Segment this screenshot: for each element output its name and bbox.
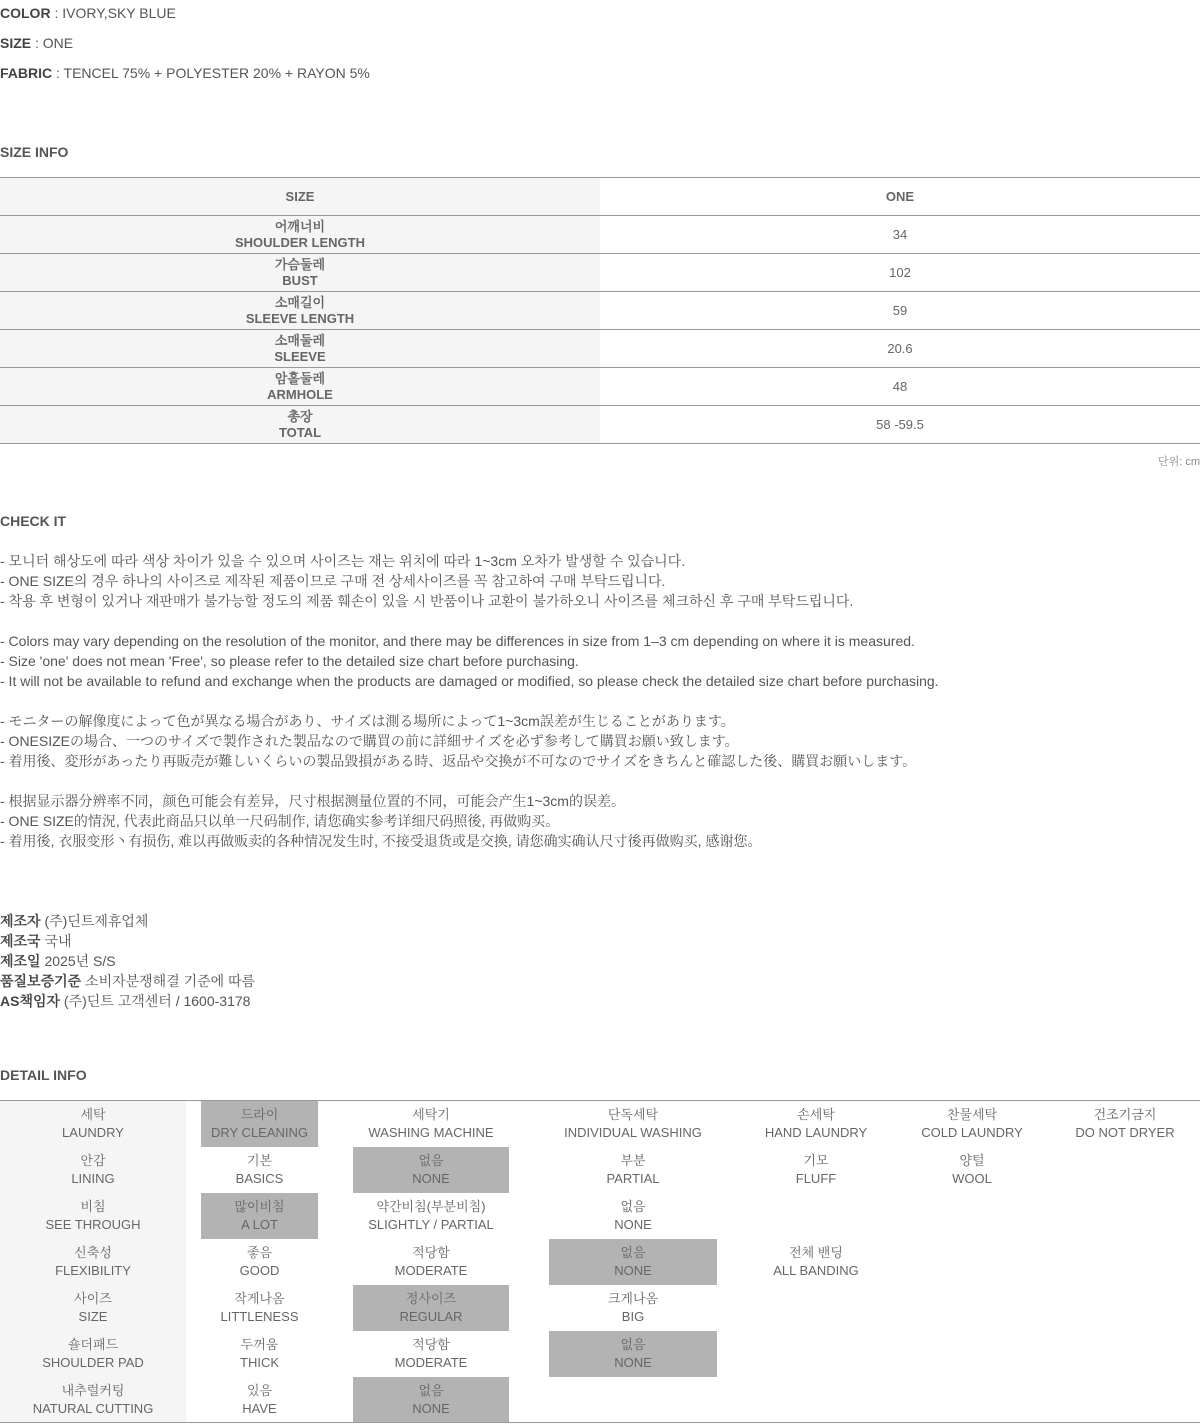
- maker-value: 국내: [40, 933, 72, 949]
- detail-option: [201, 1285, 318, 1331]
- detail-row-label-ko: 세탁: [80, 1107, 106, 1122]
- detail-row-label: [0, 1101, 186, 1147]
- detail-row-label-en: NATURAL CUTTING: [32, 1401, 154, 1416]
- size-table: [0, 177, 1200, 444]
- size-row: [0, 406, 1200, 444]
- size-row: [0, 292, 1200, 330]
- detail-row-label-en: LAUNDRY: [62, 1125, 124, 1140]
- detail-option-en: GOOD: [239, 1263, 280, 1278]
- size-row-label: [0, 406, 600, 443]
- detail-option-en: PARTIAL: [606, 1171, 660, 1186]
- detail-option-selected: [353, 1377, 509, 1423]
- maker-manufacturer: [0, 913, 148, 929]
- detail-option-ko: 정사이즈: [405, 1291, 457, 1306]
- detail-row-label: [0, 1377, 186, 1423]
- detail-row-label-en: SHOULDER PAD: [42, 1355, 144, 1370]
- size-row-label-ko: 소매둘레: [274, 332, 326, 348]
- maker-label: 제조자: [0, 913, 41, 929]
- detail-option: [743, 1239, 889, 1285]
- detail-option-en: NONE: [614, 1355, 652, 1370]
- detail-row-label-ko: 내추럴커팅: [61, 1383, 125, 1398]
- size-header-label: SIZE: [0, 178, 600, 215]
- detail-info-title: DETAIL INFO: [0, 1067, 87, 1083]
- size-row-label-en: SHOULDER LENGTH: [235, 234, 365, 250]
- maker-label: 품질보증기준: [0, 973, 82, 989]
- detail-row-label: [0, 1331, 186, 1377]
- detail-option-ko: 좋음: [246, 1245, 273, 1260]
- detail-option-ko: 손세탁: [797, 1107, 835, 1122]
- size-row-label-en: BUST: [282, 272, 318, 288]
- detail-option: [201, 1377, 318, 1423]
- size-line: [0, 35, 73, 51]
- size-row-label: [0, 368, 600, 405]
- detail-option: [903, 1101, 1041, 1147]
- detail-option-ko: 전체 밴딩: [789, 1245, 843, 1260]
- maker-value: (주)딘트제휴업체: [40, 913, 149, 929]
- detail-row: [0, 1377, 1200, 1423]
- detail-option-en: BASICS: [235, 1171, 284, 1186]
- check-it-title: CHECK IT: [0, 513, 67, 529]
- detail-option-en: FLUFF: [795, 1171, 837, 1186]
- check-line-en: - Colors may vary depending on the resolution of the monitor, and there may be differences in size from 1–3 cm depending on where it is measured.: [0, 633, 915, 649]
- size-row-label: [0, 330, 600, 367]
- detail-option-ko: 단독세탁: [607, 1107, 659, 1122]
- detail-option-ko: 양털: [959, 1153, 985, 1168]
- detail-option-en: NONE: [412, 1171, 450, 1186]
- size-row-value: 58 -59.5: [876, 417, 924, 432]
- detail-option-ko: 드라이: [240, 1107, 279, 1122]
- detail-option-en: A LOT: [241, 1217, 278, 1232]
- detail-option: [549, 1285, 717, 1331]
- detail-option-en: HAVE: [242, 1401, 277, 1416]
- detail-row-label-ko: 신축성: [74, 1245, 112, 1260]
- size-row-value: 20.6: [887, 341, 913, 356]
- detail-option: [353, 1331, 509, 1377]
- detail-row-label-ko: 비침: [80, 1199, 106, 1214]
- check-line-ko: - ONE SIZE의 경우 하나의 사이즈로 제작된 제품이므로 구매 전 상세사이즈를 꼭 참고하여 구매 부탁드립니다.: [0, 573, 666, 589]
- detail-option-selected: [201, 1101, 318, 1147]
- check-line-en: - Size 'one' does not mean 'Free', so please refer to the detailed size chart before purchasing.: [0, 653, 579, 669]
- size-table-header: [0, 178, 1200, 216]
- detail-table: [0, 1100, 1200, 1423]
- size-row: [0, 216, 1200, 254]
- detail-option-en: REGULAR: [399, 1309, 463, 1324]
- detail-option-en: NONE: [412, 1401, 450, 1416]
- detail-row-label: [0, 1239, 186, 1285]
- size-row: [0, 254, 1200, 292]
- size-row: [0, 368, 1200, 406]
- detail-option-ko: 크게나옴: [607, 1291, 659, 1306]
- maker-label: AS책임자: [0, 993, 61, 1009]
- unit-note: 단위: cm: [1157, 456, 1200, 468]
- detail-option-selected: [549, 1331, 717, 1377]
- maker-as: [0, 993, 250, 1009]
- detail-option: [549, 1101, 717, 1147]
- detail-option: [743, 1101, 889, 1147]
- size-row-value: 34: [892, 227, 908, 242]
- size-row-label: [0, 216, 600, 253]
- size-row-label: [0, 254, 600, 291]
- detail-option-selected: [353, 1147, 509, 1193]
- size-row-value: 48: [892, 379, 908, 394]
- maker-value: 소비자분쟁해결 기준에 따름: [81, 973, 256, 989]
- color-value: : IVORY,SKY BLUE: [50, 5, 176, 21]
- detail-option-selected: [201, 1193, 318, 1239]
- maker-label: 제조국: [0, 933, 41, 949]
- detail-option-en: BIG: [621, 1309, 645, 1324]
- detail-option-ko: 건조기금지: [1093, 1107, 1157, 1122]
- detail-row-label-en: SIZE: [78, 1309, 108, 1324]
- detail-option-ko: 없음: [620, 1199, 646, 1214]
- size-row-label-en: SLEEVE: [274, 348, 326, 364]
- size-row-label-ko: 가슴둘레: [274, 256, 326, 272]
- detail-option: [201, 1147, 318, 1193]
- detail-option-en: COLD LAUNDRY: [921, 1125, 1023, 1140]
- detail-option: [743, 1147, 889, 1193]
- size-label: SIZE: [0, 35, 32, 51]
- detail-option: [201, 1331, 318, 1377]
- detail-option-en: WOOL: [952, 1171, 992, 1186]
- detail-option-ko: 없음: [418, 1383, 444, 1398]
- check-line-ja: - ONESIZEの場合、一つのサイズで製作された製品なので購買の前に詳細サイズを必ず参考して購買お願い致します。: [0, 733, 739, 749]
- detail-option-selected: [549, 1239, 717, 1285]
- detail-row: [0, 1147, 1200, 1193]
- detail-option-ko: 적당함: [412, 1337, 450, 1352]
- color-label: COLOR: [0, 5, 51, 21]
- check-line-zh: - ONE SIZE的情況, 代表此商品只以单一尺码制作, 请您确实参考详细尺码照後, 再做购买。: [0, 813, 560, 829]
- fabric-label: FABRIC: [0, 65, 53, 81]
- maker-country: [0, 933, 72, 949]
- maker-date: [0, 953, 116, 969]
- check-line-ja: - モニターの解像度によって色が異なる場合があり、サイズは測る場所によって1~3cm誤差が生じることがあります。: [0, 713, 735, 729]
- detail-option: [353, 1239, 509, 1285]
- maker-label: 제조일: [0, 953, 41, 969]
- detail-option-en: THICK: [240, 1355, 279, 1370]
- detail-row-label: [0, 1285, 186, 1331]
- detail-row-label-en: SEE THROUGH: [45, 1217, 141, 1232]
- detail-option-en: DO NOT DRYER: [1075, 1125, 1175, 1140]
- size-row-label-en: SLEEVE LENGTH: [245, 310, 355, 326]
- detail-option: [353, 1193, 509, 1239]
- detail-option-en: WASHING MACHINE: [368, 1125, 494, 1140]
- detail-option-ko: 없음: [418, 1153, 444, 1168]
- detail-option-en: NONE: [614, 1217, 652, 1232]
- size-header-value: ONE: [885, 189, 915, 204]
- check-line-ko: - 모니터 해상도에 따라 색상 차이가 있을 수 있으며 사이즈는 재는 위치에 따라 1~3cm 오차가 발생할 수 있습니다.: [0, 553, 686, 569]
- detail-option: [549, 1193, 717, 1239]
- detail-option-ko: 기본: [246, 1153, 273, 1168]
- size-row: [0, 330, 1200, 368]
- detail-option-en: NONE: [614, 1263, 652, 1278]
- detail-option-ko: 없음: [620, 1337, 646, 1352]
- detail-option-ko: 부분: [620, 1153, 646, 1168]
- detail-row-label: [0, 1147, 186, 1193]
- check-line-ko: - 착용 후 변형이 있거나 재판매가 불가능할 정도의 제품 훼손이 있을 시 반품이나 교환이 불가하오니 사이즈를 체크하신 후 구매 부탁드립니다.: [0, 593, 854, 609]
- detail-option-ko: 세탁기: [412, 1107, 450, 1122]
- size-row-label-en: ARMHOLE: [267, 386, 333, 402]
- detail-option-ko: 적당함: [412, 1245, 450, 1260]
- size-row-label-ko: 소매길이: [274, 294, 326, 310]
- detail-option: [201, 1239, 318, 1285]
- detail-row-label: [0, 1193, 186, 1239]
- detail-option: [1050, 1101, 1200, 1147]
- check-line-zh: - 着用後, 衣服变形丶有损伤, 难以再做贩卖的各种情况发生时, 不接受退货或是交換, 请您确实确认尺寸後再做购买, 感谢您。: [0, 833, 762, 849]
- detail-row: [0, 1239, 1200, 1285]
- detail-row: [0, 1193, 1200, 1239]
- color-line: [0, 5, 176, 21]
- detail-option: [353, 1101, 509, 1147]
- maker-quality: [0, 973, 255, 989]
- detail-option-en: DRY CLEANING: [210, 1125, 309, 1140]
- detail-option-ko: 약간비침(부분비침): [376, 1199, 486, 1214]
- detail-row-label-en: FLEXIBILITY: [55, 1263, 131, 1278]
- check-line-en: - It will not be available to refund and exchange when the products are damaged or modified, so please check the detailed size chart before purchasing.: [0, 673, 939, 689]
- check-line-zh: - 根据显示器分辨率不同，颜色可能会有差异，尺寸根据测量位置的不同，可能会产生1~3cm的误差。: [0, 793, 625, 809]
- size-row-label: [0, 292, 600, 329]
- detail-row: [0, 1285, 1200, 1331]
- size-row-label-ko: 어깨너비: [274, 218, 326, 234]
- detail-row-label-ko: 숄더패드: [67, 1337, 119, 1352]
- detail-option-selected: [353, 1285, 509, 1331]
- detail-option-ko: 작게나옴: [234, 1291, 285, 1306]
- detail-option-en: ALL BANDING: [773, 1263, 859, 1278]
- size-row-label-ko: 총장: [287, 408, 313, 424]
- detail-table-bottom-border: [0, 1422, 1200, 1423]
- maker-value: (주)딘트 고객센터 / 1600-3178: [60, 993, 251, 1009]
- size-row-value: 102: [889, 265, 911, 280]
- detail-option-en: INDIVIDUAL WASHING: [564, 1125, 702, 1140]
- detail-option-ko: 없음: [620, 1245, 646, 1260]
- detail-row: [0, 1331, 1200, 1377]
- detail-option-en: LITTLENESS: [220, 1309, 299, 1324]
- detail-option-en: SLIGHTLY / PARTIAL: [368, 1217, 494, 1232]
- maker-value: 2025년 S/S: [40, 953, 116, 969]
- detail-option-en: MODERATE: [394, 1355, 468, 1370]
- size-row-value: 59: [892, 303, 908, 318]
- detail-option: [549, 1147, 717, 1193]
- fabric-line: [0, 65, 370, 81]
- detail-option-ko: 있음: [246, 1383, 273, 1398]
- detail-option-ko: 기모: [803, 1153, 829, 1168]
- size-row-label-ko: 암홀둘레: [274, 370, 326, 386]
- detail-row-label-en: LINING: [71, 1171, 115, 1186]
- detail-row: [0, 1101, 1200, 1147]
- detail-option-en: HAND LAUNDRY: [764, 1125, 868, 1140]
- size-info-title: SIZE INFO: [0, 144, 69, 160]
- detail-option: [903, 1147, 1041, 1193]
- size-value: : ONE: [31, 35, 74, 51]
- detail-row-label-ko: 안감: [80, 1153, 106, 1168]
- detail-row-label-ko: 사이즈: [74, 1291, 112, 1306]
- size-row-label-en: TOTAL: [278, 424, 322, 440]
- detail-option-ko: 찬물세탁: [946, 1107, 998, 1122]
- detail-option-en: MODERATE: [394, 1263, 468, 1278]
- detail-option-ko: 많이비침: [234, 1199, 285, 1214]
- fabric-value: : TENCEL 75% + POLYESTER 20% + RAYON 5%: [52, 65, 370, 81]
- detail-option-ko: 두꺼움: [240, 1337, 279, 1352]
- check-line-ja: - 着用後、変形があったり再販売が難しいくらいの製品毀損がある時、返品や交換が不可なのでサイズをきちんと確認した後、購買お願いします。: [0, 753, 917, 769]
